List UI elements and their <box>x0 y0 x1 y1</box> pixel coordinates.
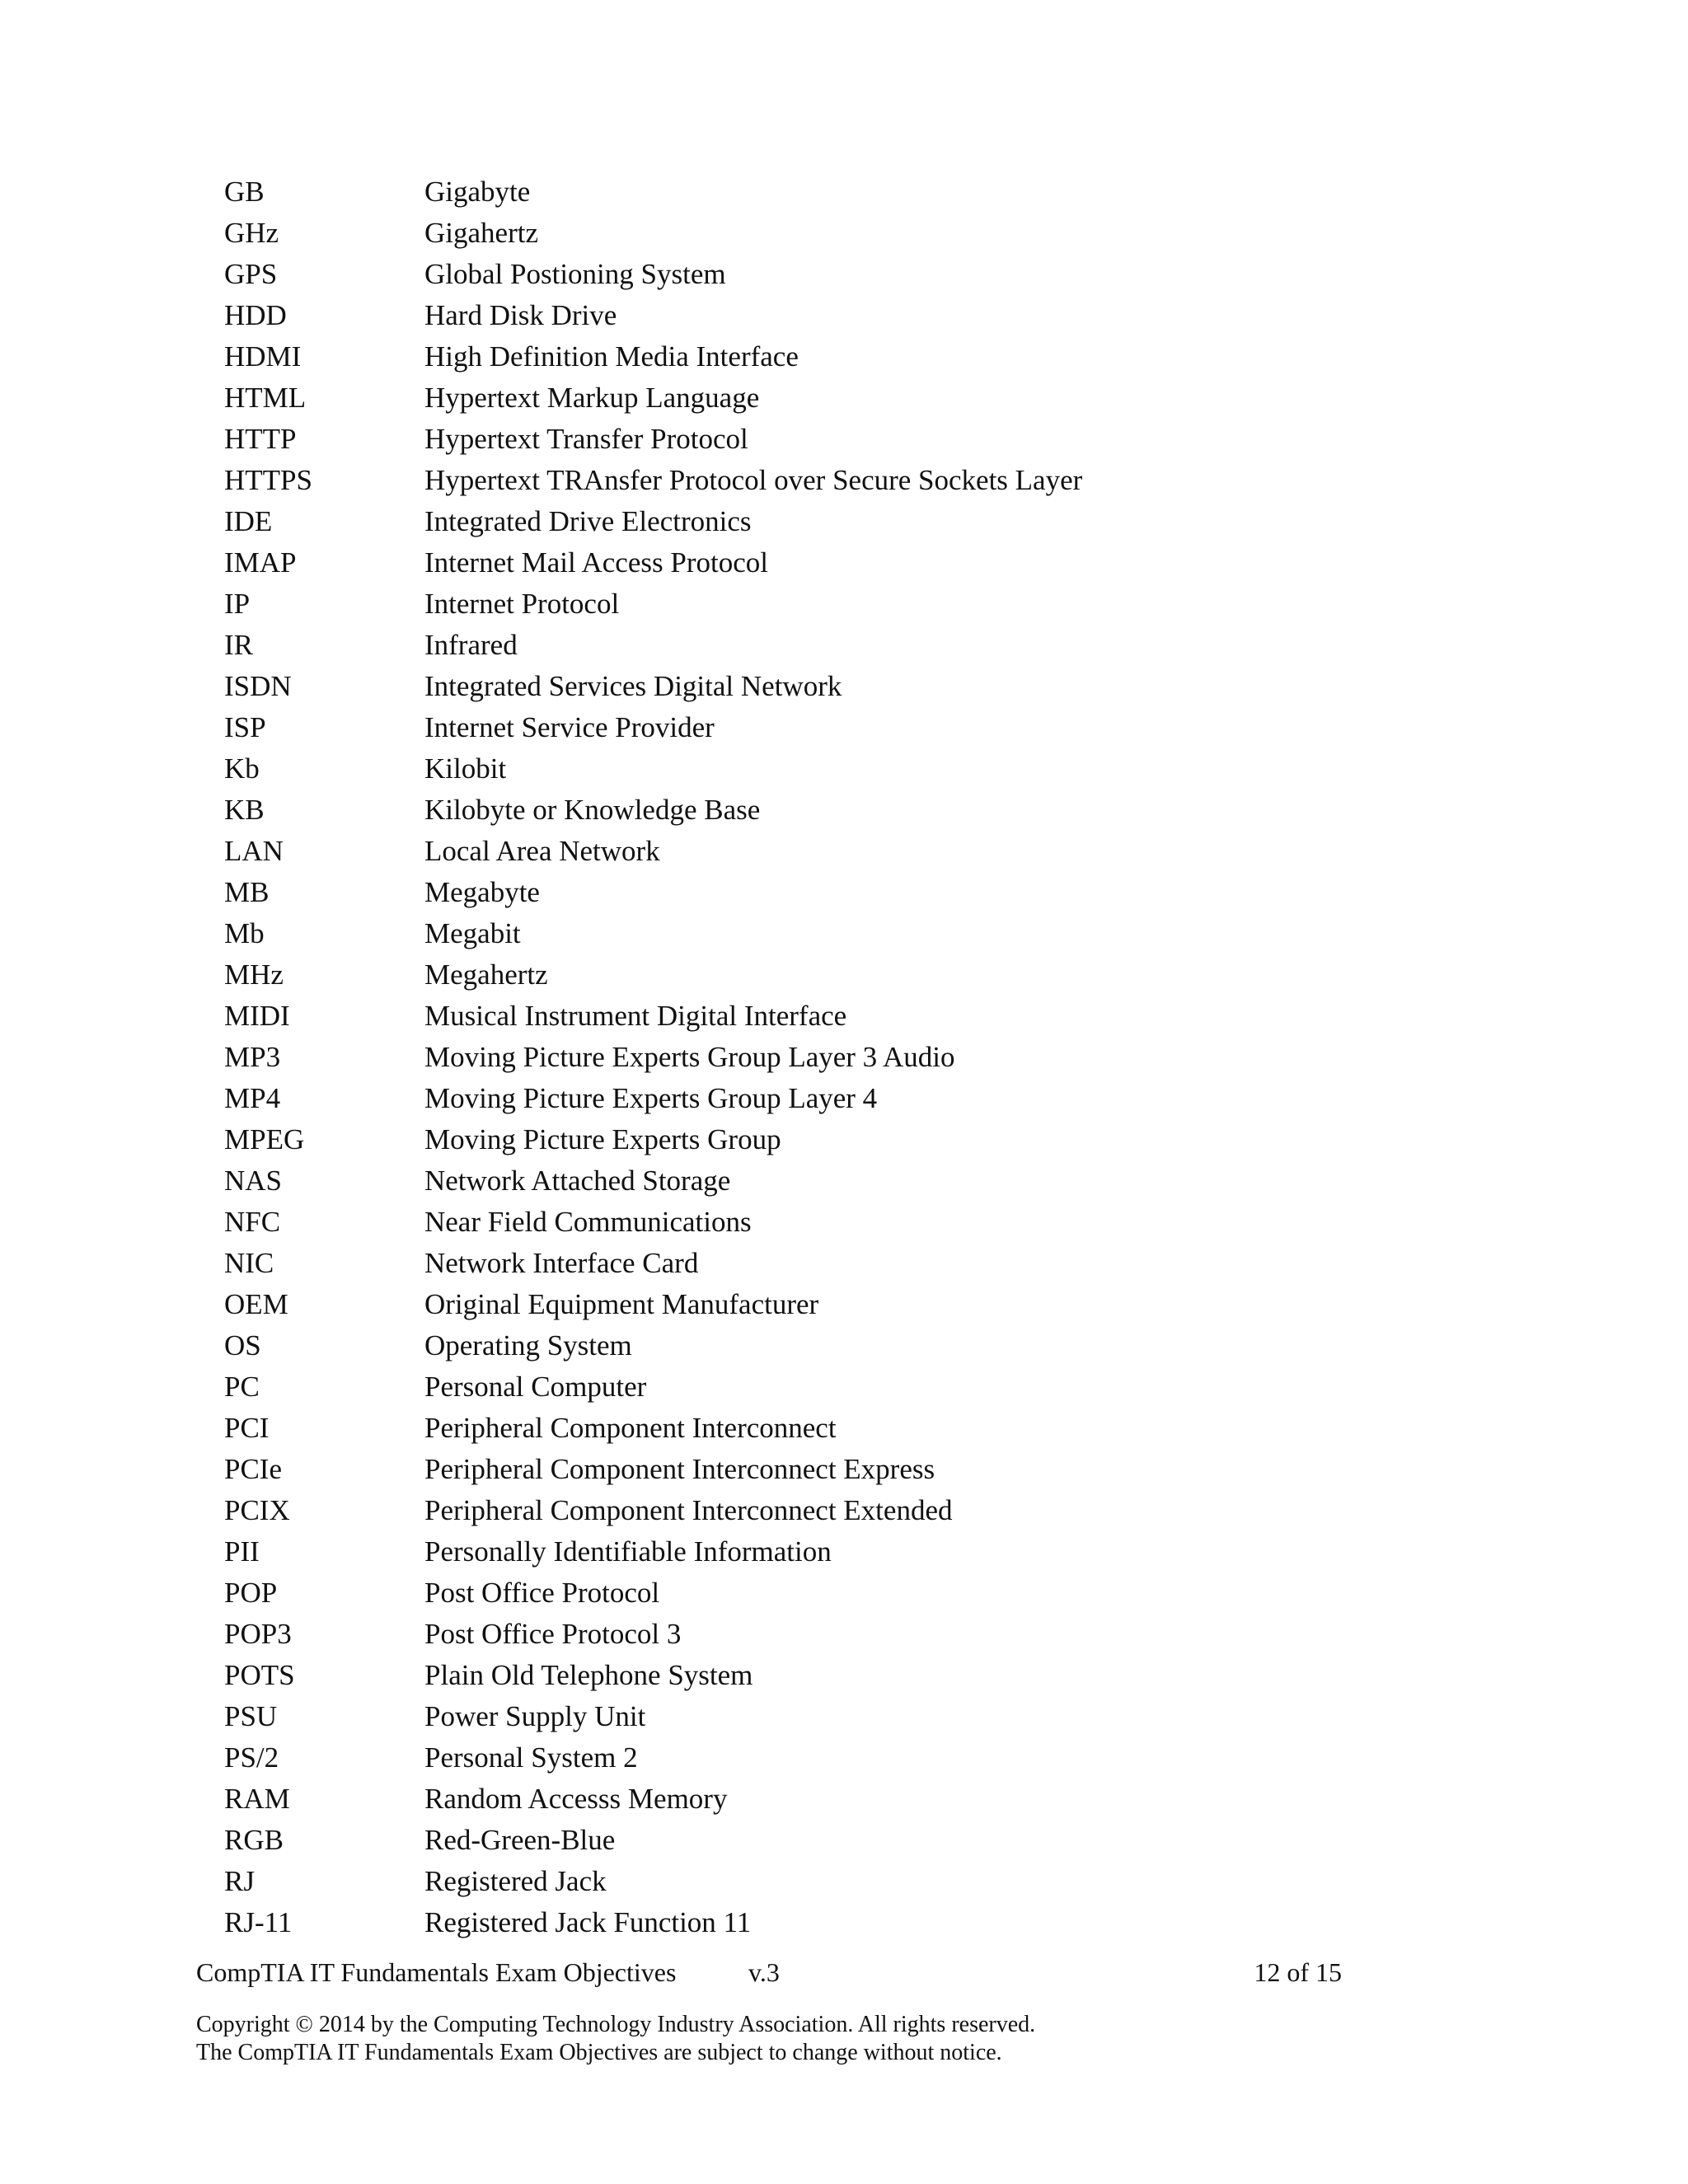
acronym-abbreviation: HTTPS <box>224 464 312 496</box>
acronym-row <box>224 1078 1461 1119</box>
page-footer <box>196 1954 1342 1990</box>
acronym-row <box>224 1449 1461 1490</box>
acronym-row <box>224 1696 1461 1737</box>
acronym-definition: Megabit <box>424 917 521 949</box>
acronym-abbreviation: PCIe <box>224 1453 282 1485</box>
acronym-definition: Plain Old Telephone System <box>424 1659 753 1691</box>
acronym-definition: Infrared <box>424 629 518 661</box>
acronym-abbreviation: ISP <box>224 711 266 743</box>
acronym-row <box>224 1861 1461 1902</box>
acronym-abbreviation: RJ-11 <box>224 1906 293 1938</box>
acronym-definition: Post Office Protocol <box>424 1577 660 1609</box>
acronym-row <box>224 1779 1461 1820</box>
acronym-definition: Gigabyte <box>424 176 531 208</box>
acronym-definition: Kilobyte or Knowledge Base <box>424 794 761 826</box>
acronym-definition: Peripheral Component Interconnect Express <box>424 1453 935 1485</box>
acronym-row <box>224 1531 1461 1572</box>
copyright-line: Copyright © 2014 by the Computing Technology Industry Association. All rights reserved. <box>196 2012 1036 2037</box>
acronym-abbreviation: POP <box>224 1577 278 1609</box>
acronym-list <box>224 171 1461 1943</box>
acronym-abbreviation: POP3 <box>224 1618 292 1650</box>
acronym-row <box>224 872 1461 913</box>
acronym-row <box>224 790 1461 831</box>
acronym-definition: Hypertext Markup Language <box>424 382 760 414</box>
acronym-definition: Red-Green-Blue <box>424 1824 616 1856</box>
acronym-abbreviation: HDD <box>224 299 287 331</box>
acronym-abbreviation: RJ <box>224 1865 255 1897</box>
acronym-definition: Power Supply Unit <box>424 1700 646 1732</box>
footer-document-title: CompTIA IT Fundamentals Exam Objectives <box>196 1957 677 1987</box>
acronym-definition: Moving Picture Experts Group Layer 4 <box>424 1082 878 1114</box>
acronym-row <box>224 1366 1461 1408</box>
acronym-definition: Integrated Drive Electronics <box>424 505 752 537</box>
acronym-row <box>224 707 1461 748</box>
acronym-definition: Peripheral Component Interconnect Extended <box>424 1494 953 1526</box>
acronym-abbreviation: RGB <box>224 1824 284 1856</box>
acronym-definition: Hypertext Transfer Protocol <box>424 423 748 455</box>
acronym-abbreviation: PCIX <box>224 1494 290 1526</box>
acronym-abbreviation: POTS <box>224 1659 295 1691</box>
acronym-row <box>224 419 1461 460</box>
acronym-abbreviation: MIDI <box>224 1000 290 1032</box>
acronym-abbreviation: MPEG <box>224 1123 305 1155</box>
acronym-abbreviation: HTML <box>224 382 307 414</box>
acronym-row <box>224 1902 1461 1943</box>
acronym-definition: Internet Mail Access Protocol <box>424 546 768 579</box>
acronym-abbreviation: MB <box>224 876 270 908</box>
acronym-row <box>224 625 1461 666</box>
acronym-definition: Megabyte <box>424 876 540 908</box>
footer-version: v.3 <box>748 1957 780 1987</box>
acronym-definition: Personal System 2 <box>424 1741 638 1774</box>
acronym-abbreviation: KB <box>224 794 265 826</box>
acronym-abbreviation: MHz <box>224 958 284 991</box>
acronym-abbreviation: RAM <box>224 1783 290 1815</box>
footer-page-number: 12 of 15 <box>1254 1957 1342 1987</box>
acronym-row <box>224 501 1461 542</box>
acronym-row <box>224 336 1461 377</box>
acronym-abbreviation: GB <box>224 176 265 208</box>
acronym-abbreviation: IP <box>224 588 251 620</box>
acronym-definition: Registered Jack Function 11 <box>424 1906 752 1938</box>
acronym-row <box>224 1572 1461 1614</box>
acronym-abbreviation: NIC <box>224 1247 274 1279</box>
acronym-row <box>224 1243 1461 1284</box>
acronym-definition: High Definition Media Interface <box>424 340 799 373</box>
acronym-definition: Internet Service Provider <box>424 711 715 743</box>
acronym-row <box>224 1655 1461 1696</box>
acronym-definition: Network Interface Card <box>424 1247 699 1279</box>
acronym-definition: Network Attached Storage <box>424 1165 731 1197</box>
acronym-row <box>224 1408 1461 1449</box>
acronym-abbreviation: Kb <box>224 752 260 785</box>
acronym-abbreviation: ISDN <box>224 670 292 702</box>
acronym-abbreviation: IDE <box>224 505 273 537</box>
acronym-definition: Personally Identifiable Information <box>424 1535 832 1568</box>
acronym-row <box>224 1284 1461 1325</box>
acronym-abbreviation: NAS <box>224 1165 283 1197</box>
acronym-abbreviation: PCI <box>224 1412 270 1444</box>
acronym-definition: Musical Instrument Digital Interface <box>424 1000 847 1032</box>
acronym-definition: Moving Picture Experts Group <box>424 1123 781 1155</box>
acronym-abbreviation: OEM <box>224 1288 288 1320</box>
acronym-row <box>224 171 1461 213</box>
acronym-definition: Megahertz <box>424 958 548 991</box>
acronym-abbreviation: IR <box>224 629 253 661</box>
acronym-abbreviation: OS <box>224 1329 261 1361</box>
acronym-abbreviation: HDMI <box>224 340 302 373</box>
acronym-row <box>224 583 1461 625</box>
change-notice-line: The CompTIA IT Fundamentals Exam Objectives are subject to change without notice. <box>196 2040 1002 2065</box>
acronym-definition: Kilobit <box>424 752 507 785</box>
acronym-row <box>224 377 1461 419</box>
acronym-abbreviation: PC <box>224 1371 260 1403</box>
acronym-abbreviation: LAN <box>224 835 284 867</box>
acronym-row <box>224 1820 1461 1861</box>
acronym-row <box>224 831 1461 872</box>
acronym-row <box>224 213 1461 254</box>
acronym-abbreviation: HTTP <box>224 423 297 455</box>
acronym-abbreviation: IMAP <box>224 546 297 579</box>
copyright-notice <box>196 2011 1035 2067</box>
acronym-definition: Random Accesss Memory <box>424 1783 728 1815</box>
acronym-row <box>224 1737 1461 1779</box>
acronym-definition: Registered Jack <box>424 1865 607 1897</box>
acronym-row <box>224 996 1461 1037</box>
acronym-row <box>224 748 1461 790</box>
acronym-definition: Peripheral Component Interconnect <box>424 1412 837 1444</box>
acronym-definition: Integrated Services Digital Network <box>424 670 842 702</box>
acronym-abbreviation: GPS <box>224 258 278 290</box>
acronym-definition: Local Area Network <box>424 835 660 867</box>
acronym-definition: Global Postioning System <box>424 258 726 290</box>
acronym-abbreviation: PSU <box>224 1700 278 1732</box>
acronym-abbreviation: NFC <box>224 1206 281 1238</box>
acronym-definition: Post Office Protocol 3 <box>424 1618 682 1650</box>
acronym-abbreviation: MP4 <box>224 1082 281 1114</box>
acronym-definition: Moving Picture Experts Group Layer 3 Audio <box>424 1041 955 1073</box>
acronym-definition: Internet Protocol <box>424 588 620 620</box>
acronym-row <box>224 1160 1461 1202</box>
acronym-definition: Operating System <box>424 1329 632 1361</box>
acronym-row <box>224 1119 1461 1160</box>
acronym-row <box>224 1325 1461 1366</box>
acronym-row <box>224 460 1461 501</box>
acronym-definition: Hard Disk Drive <box>424 299 617 331</box>
acronym-definition: Original Equipment Manufacturer <box>424 1288 819 1320</box>
acronym-abbreviation: PS/2 <box>224 1741 279 1774</box>
acronym-row <box>224 1614 1461 1655</box>
acronym-row <box>224 1037 1461 1078</box>
acronym-abbreviation: PII <box>224 1535 260 1568</box>
acronym-row <box>224 1490 1461 1531</box>
acronym-definition: Personal Computer <box>424 1371 647 1403</box>
acronym-row <box>224 295 1461 336</box>
acronym-row <box>224 913 1461 954</box>
acronym-row <box>224 954 1461 996</box>
acronym-row <box>224 666 1461 707</box>
acronym-abbreviation: Mb <box>224 917 265 949</box>
acronym-row <box>224 254 1461 295</box>
acronym-definition: Near Field Communications <box>424 1206 752 1238</box>
acronym-definition: Hypertext TRAnsfer Protocol over Secure Sockets Layer <box>424 464 1083 496</box>
acronym-row <box>224 542 1461 583</box>
acronym-abbreviation: GHz <box>224 217 279 249</box>
acronym-definition: Gigahertz <box>424 217 538 249</box>
acronym-abbreviation: MP3 <box>224 1041 281 1073</box>
acronym-row <box>224 1202 1461 1243</box>
